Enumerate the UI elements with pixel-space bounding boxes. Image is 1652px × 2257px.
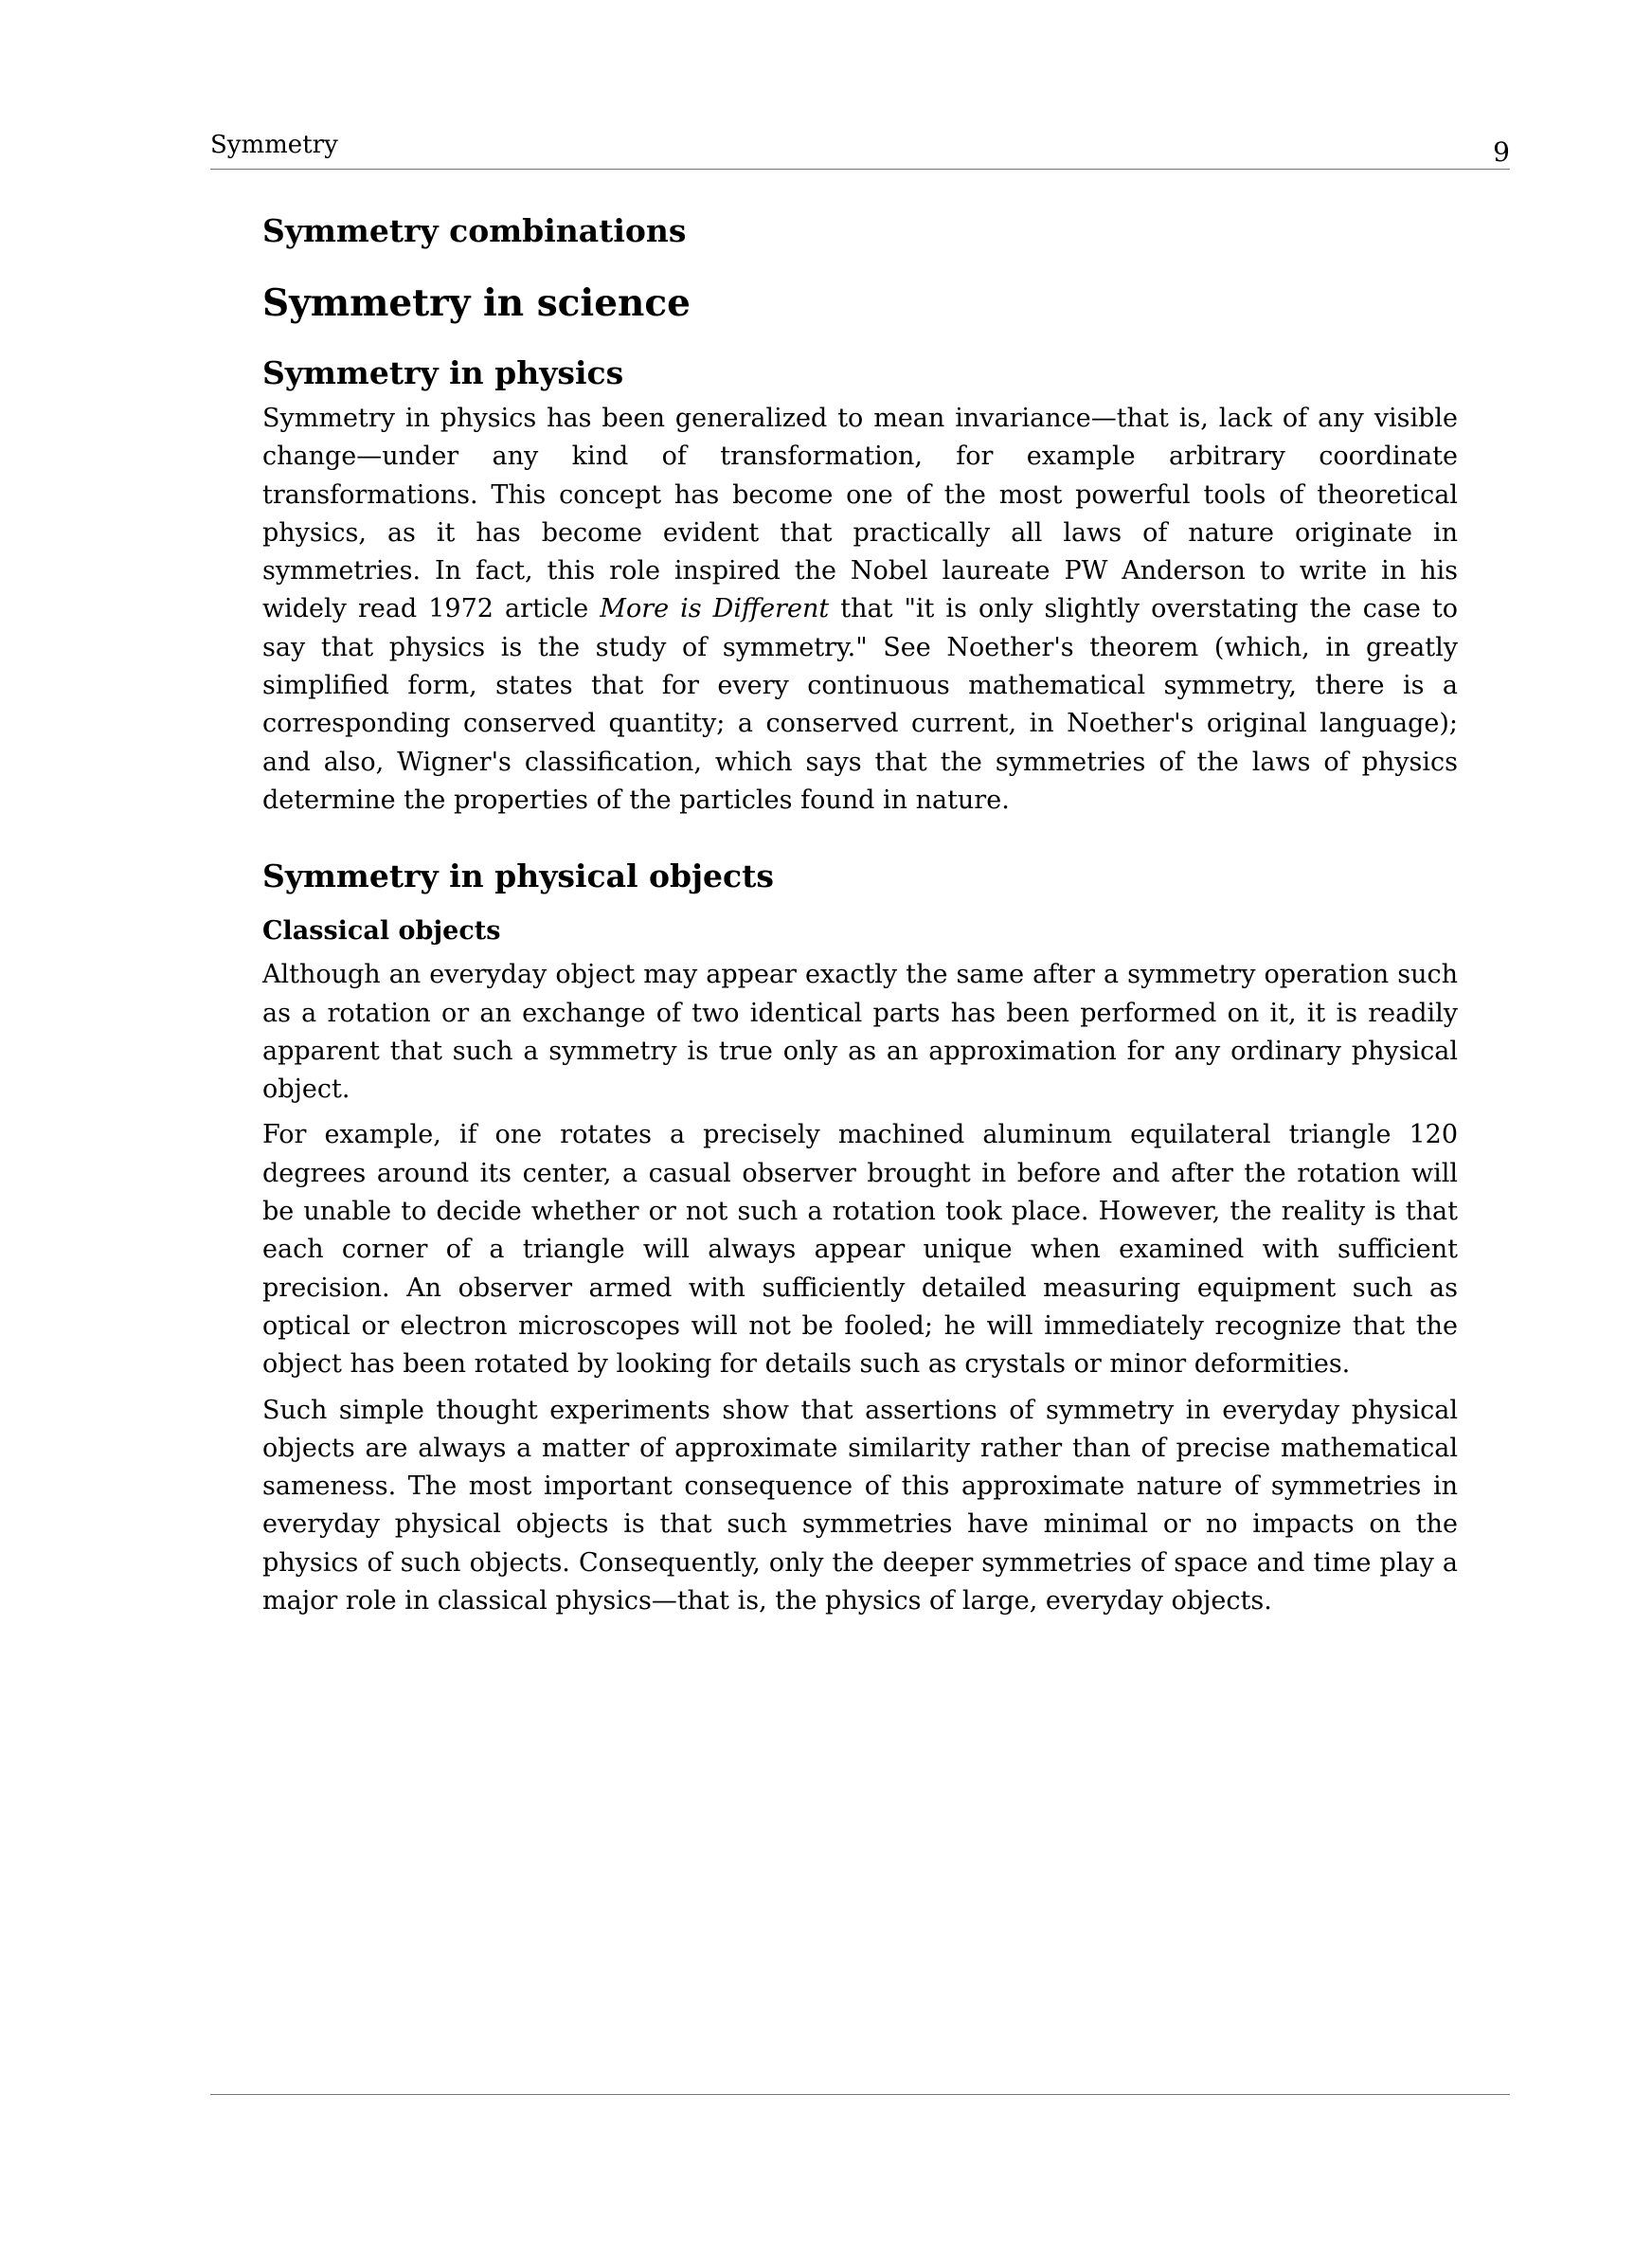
running-title: Symmetry	[210, 131, 338, 159]
page-number: 9	[1493, 136, 1510, 168]
physics-paragraph-text-2: that "it is only slightly overstating the case to say that physics is the study of symmetry." See Noether's theorem (which, in greatly simplified form, states that for every continuous mathematical symmetry, there is a corresponding conserved quantity; a conserved current, in Noether's original language); and also, Wigner's classification, which says that the symmetries of the laws of physics determine the properties of the particles found in nature.	[262, 594, 1458, 815]
heading-symmetry-in-physics: Symmetry in physics	[262, 354, 624, 391]
heading-symmetry-in-science: Symmetry in science	[262, 281, 691, 325]
physics-paragraph	[262, 400, 1458, 820]
heading-classical-objects: Classical objects	[262, 916, 501, 947]
heading-symmetry-combinations: Symmetry combinations	[262, 212, 687, 249]
classical-paragraph-3: Such simple thought experiments show that assertions of symmetry in everyday physical objects are always a matter of approximate similarity rather than of precise mathematical sameness. The most important consequence of this approximate nature of symmetries in everyday physical objects is that such symmetries have minimal or no impacts on the physics of such objects. Consequently, only the deeper symmetries of space and time play a major role in classical physics—that is, the physics of large, everyday objects.	[262, 1395, 1458, 1616]
heading-symmetry-in-physical-objects: Symmetry in physical objects	[262, 858, 774, 895]
classical-paragraph-1: Although an everyday object may appear exactly the same after a symmetry operation such as a rotation or an exchange of two identical parts has been performed on it, it is readily apparent that such a symmetry is true only as an approximation for any ordinary physical object.	[262, 960, 1458, 1105]
footer-rule	[210, 2094, 1510, 2095]
classical-paragraph-2: For example, if one rotates a precisely machined aluminum equilateral triangle 120 degrees around its center, a casual observer brought in before and after the rotation will be unable to decide whether or not such a rotation took place. However, the reality is that each corner of a triangle will always appear unique when examined with sufficient precision. An observer armed with sufficiently detailed measuring equipment such as optical or electron microscopes will not be fooled; he will immediately recognize that the object has been rotated by looking for details such as crystals or minor deformities.	[262, 1120, 1458, 1380]
page-body	[262, 208, 1458, 1628]
article-title-italic: More is Different	[600, 594, 830, 624]
physics-paragraph-text-1: Symmetry in physics has been generalized to mean invariance—that is, lack of any visible change—under any kind of transformation, for example arbitrary coordinate transformations. This concept has become one of the most powerful tools of theoretical physics, as it has become evident that practically all laws of nature originate in symmetries. In fact, this role inspired the Nobel laureate PW Anderson to write in his widely read 1972 article	[262, 404, 1458, 624]
running-header	[210, 129, 1510, 170]
